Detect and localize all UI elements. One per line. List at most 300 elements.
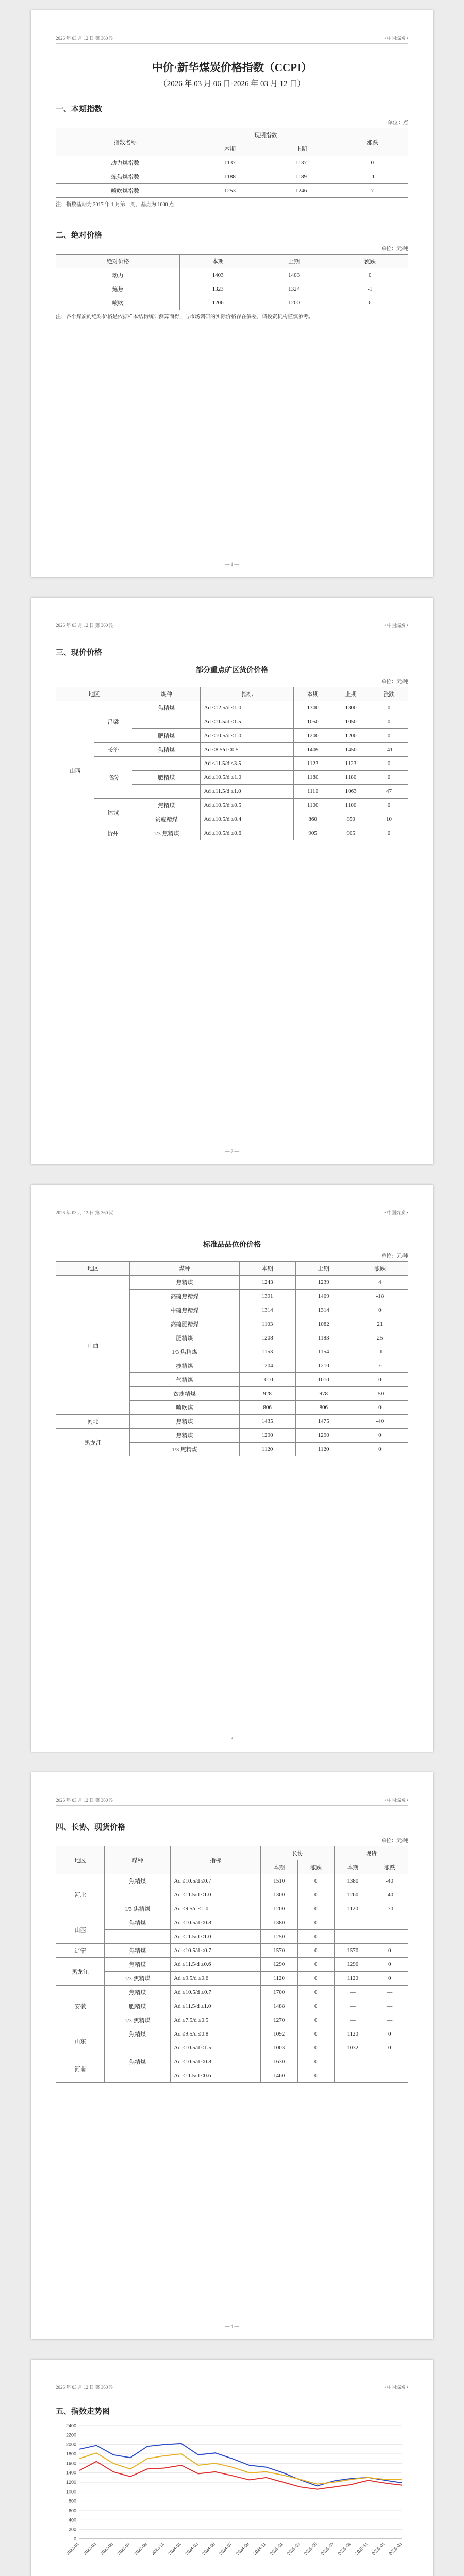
mine-price-table [56, 687, 408, 840]
coal-type-cell: 气精煤 [130, 1373, 239, 1387]
contract-change-cell: 0 [297, 1930, 334, 1944]
x-tick-label: 2023-01 [65, 2541, 80, 2556]
spot-change-cell: -70 [371, 1902, 408, 1916]
coal-type-cell [132, 757, 201, 771]
report-title: 中价·新华煤炭价格指数（CCPI） [152, 61, 312, 74]
spot-change-cell: — [371, 2013, 408, 2027]
previous-value-cell: 1189 [266, 170, 337, 184]
page-header [56, 2381, 408, 2393]
col-header: 指标 [201, 687, 294, 701]
change-cell: 25 [352, 1331, 408, 1345]
index-note: 注：指数基期为 2017 年 1 月第一周，基点为 1000 点 [56, 202, 174, 208]
region-cell: 山西 [56, 1276, 130, 1415]
spec-cell: Ad ≤9.5/d ≤1.0 [171, 1902, 261, 1916]
table-row [56, 170, 408, 184]
coal-type-cell: 焦精煤 [104, 1986, 170, 1999]
current-value-cell: 1208 [239, 1331, 295, 1345]
spec-cell: Ad ≤10.5/d ≤0.8 [171, 2055, 261, 2069]
unit-label: 单位：元/吨 [381, 1838, 408, 1844]
current-value-cell: 1200 [294, 729, 332, 743]
spot-price-cell: 1570 [334, 1944, 371, 1958]
coal-type-cell [104, 2069, 170, 2083]
coal-type-cell: 肥精煤 [104, 1999, 170, 2013]
previous-value-cell: 1123 [332, 757, 370, 771]
spot-change-cell: -40 [371, 1888, 408, 1902]
coal-type-cell: 1/3 焦精煤 [130, 1443, 239, 1456]
coal-type-cell: 中硫焦精煤 [130, 1303, 239, 1317]
col-header: 本期 [180, 255, 256, 268]
spec-cell: Ad ≤10.5/d ≤0.7 [171, 1986, 261, 1999]
table-row [56, 2055, 408, 2069]
coal-type-cell: 高硫焦精煤 [130, 1290, 239, 1303]
spot-change-cell: — [371, 2055, 408, 2069]
y-tick-label: 200 [68, 2527, 76, 2532]
table-row [56, 2027, 408, 2041]
table-row [56, 282, 408, 296]
spot-change-cell: 0 [371, 1972, 408, 1986]
previous-value-cell: 1137 [266, 156, 337, 170]
coal-type-cell: 1/3 焦精煤 [132, 826, 201, 840]
unit-label: 单位：元/吨 [381, 679, 408, 685]
current-value-cell: 1123 [294, 757, 332, 771]
change-cell: 0 [370, 771, 408, 785]
region-cell: 黑龙江 [56, 1958, 105, 1986]
contract-price-cell: 1200 [261, 1902, 297, 1916]
previous-value-cell: 806 [295, 1401, 352, 1415]
current-value-cell: 1314 [239, 1303, 295, 1317]
page-number: — 1 — [225, 562, 239, 567]
current-value-cell: 1403 [180, 268, 256, 282]
page-header [56, 619, 408, 631]
x-tick-label: 2023-09 [133, 2541, 148, 2556]
col-header: 煤种 [132, 687, 201, 701]
section-3-heading: 三、现价价格 [56, 649, 103, 657]
contract-price-cell: 1700 [261, 1986, 297, 1999]
spot-price-cell: — [334, 2013, 371, 2027]
y-tick-label: 2000 [65, 2442, 76, 2447]
current-value-cell: 1103 [239, 1317, 295, 1331]
previous-value-cell: 1180 [332, 771, 370, 785]
spec-cell: Ad ≤10.5/d ≤1.0 [201, 771, 294, 785]
table-row [56, 1930, 408, 1944]
table-row [56, 2041, 408, 2055]
spec-cell: Ad ≤11.5/d ≤1.0 [171, 1930, 261, 1944]
spec-cell: Ad ≤11.5/d ≤1.0 [201, 785, 294, 799]
table-row [56, 1902, 408, 1916]
col-header: 上期 [266, 142, 337, 156]
coal-type-cell: 肥精煤 [132, 771, 201, 785]
col-header: 上期 [295, 1262, 352, 1276]
previous-value-cell: 1300 [332, 701, 370, 715]
contract-price-cell: 1460 [261, 2069, 297, 2083]
section-4-heading: 四、长协、现货价格 [56, 1823, 126, 1832]
page-1 [31, 10, 433, 577]
coal-type-cell: 焦精煤 [104, 2055, 170, 2069]
current-value-cell: 1188 [194, 170, 266, 184]
table-row [56, 2013, 408, 2027]
contract-change-cell: 0 [297, 1972, 334, 1986]
header-brand: • 中国煤炭 • [384, 1798, 408, 1803]
coal-type-cell: 焦精煤 [104, 1874, 170, 1888]
absolute-price-table [56, 254, 408, 310]
spot-price-cell: — [334, 1986, 371, 1999]
x-tick-label: 2024-09 [235, 2541, 250, 2556]
table-row [56, 156, 408, 170]
spot-change-cell: -40 [371, 1874, 408, 1888]
previous-value-cell: 978 [295, 1387, 352, 1401]
y-tick-label: 1600 [65, 2461, 76, 2466]
page-number: — 2 — [225, 1149, 239, 1154]
x-tick-label: 2026-03 [388, 2541, 403, 2556]
contract-price-cell: 1630 [261, 2055, 297, 2069]
change-cell: 21 [352, 1317, 408, 1331]
spot-price-cell: 1120 [334, 1972, 371, 1986]
region-cell: 河北 [56, 1415, 130, 1429]
coal-type-cell: 1/3 焦精煤 [130, 1345, 239, 1359]
spec-cell: Ad ≤10.5/d ≤0.8 [171, 1916, 261, 1930]
table-row [56, 1888, 408, 1902]
col-header: 煤种 [104, 1846, 170, 1874]
x-tick-label: 2024-01 [167, 2541, 183, 2556]
y-tick-label: 400 [68, 2517, 76, 2523]
previous-value-cell: 1100 [332, 799, 370, 812]
col-header: 涨跌 [370, 687, 408, 701]
contract-price-cell: 1003 [261, 2041, 297, 2055]
header-brand: • 中国煤炭 • [384, 1210, 408, 1215]
spec-cell: Ad ≤10.5/d ≤0.6 [201, 826, 294, 840]
previous-value-cell: 1200 [332, 729, 370, 743]
index-name-cell: 喷吹煤指数 [56, 184, 194, 198]
spec-cell: Ad ≤12.5/d ≤1.0 [201, 701, 294, 715]
coal-type-cell: 焦精煤 [130, 1415, 239, 1429]
x-tick-label: 2024-05 [201, 2541, 216, 2556]
current-value-cell: 1100 [294, 799, 332, 812]
change-cell: -40 [352, 1415, 408, 1429]
contract-change-cell: 0 [297, 1902, 334, 1916]
col-header: 地区 [56, 687, 132, 701]
contract-change-cell: 0 [297, 2055, 334, 2069]
col-header: 上期 [332, 687, 370, 701]
spec-cell: Ad ≤10.5/d ≤0.7 [171, 1874, 261, 1888]
previous-value-cell: 1324 [256, 282, 332, 296]
col-header: 地区 [56, 1846, 105, 1874]
spot-price-cell: 1260 [334, 1888, 371, 1902]
col-header: 本期 [334, 1860, 371, 1874]
coal-type-cell: 焦精煤 [104, 1944, 170, 1958]
contract-price-cell: 1270 [261, 2013, 297, 2027]
coal-type-cell: 焦精煤 [132, 799, 201, 812]
spec-cell: Ad ≤8.5/d ≤0.5 [201, 743, 294, 757]
x-tick-label: 2025-09 [337, 2541, 352, 2556]
price-name-cell: 炼焦 [56, 282, 180, 296]
x-tick-label: 2023-05 [99, 2541, 114, 2556]
spec-cell: Ad ≤11.5/d ≤0.6 [171, 1958, 261, 1972]
coal-type-cell: 焦精煤 [130, 1429, 239, 1443]
previous-value-cell: 1246 [266, 184, 337, 198]
page-header [56, 1794, 408, 1806]
spec-cell: Ad ≤11.5/d ≤0.6 [171, 2069, 261, 2083]
coal-type-cell: 焦精煤 [104, 1958, 170, 1972]
y-tick-label: 2200 [65, 2432, 76, 2438]
contract-change-cell: 0 [297, 1944, 334, 1958]
change-cell: -41 [370, 743, 408, 757]
coal-type-cell: 贫瘦精煤 [130, 1387, 239, 1401]
current-value-cell: 1180 [294, 771, 332, 785]
x-tick-label: 2025-05 [303, 2541, 318, 2556]
unit-label: 单位：点 [388, 120, 408, 126]
change-cell: 0 [370, 715, 408, 729]
previous-value-cell: 1409 [295, 1290, 352, 1303]
header-date: 2026 年 03 月 12 日 第 360 期 [56, 623, 114, 628]
spot-change-cell: — [371, 1916, 408, 1930]
x-tick-label: 2025-03 [286, 2541, 301, 2556]
standard-price-table [56, 1261, 408, 1456]
change-cell: -1 [352, 1345, 408, 1359]
section-2-heading: 二、绝对价格 [56, 231, 103, 240]
y-tick-label: 600 [68, 2508, 76, 2513]
unit-label: 单位：元/吨 [381, 246, 408, 252]
contract-change-cell: 0 [297, 1888, 334, 1902]
section-5-heading: 五、指数走势图 [56, 2408, 110, 2416]
x-tick-label: 2024-11 [252, 2541, 267, 2556]
page-4 [31, 1772, 433, 2339]
previous-value-cell: 1290 [295, 1429, 352, 1443]
previous-value-cell: 1082 [295, 1317, 352, 1331]
table-row [56, 296, 408, 310]
table-row [56, 1958, 408, 1972]
section-1-heading: 一、本期指数 [56, 105, 103, 113]
spec-cell: Ad ≤7.5/d ≤0.5 [171, 2013, 261, 2027]
previous-value-cell: 1063 [332, 785, 370, 799]
coal-type-cell [104, 1888, 170, 1902]
current-value-cell: 1253 [194, 184, 266, 198]
coal-type-cell [104, 2041, 170, 2055]
col-header: 涨跌 [352, 1262, 408, 1276]
current-value-cell: 806 [239, 1401, 295, 1415]
col-header: 上期 [256, 255, 332, 268]
current-value-cell: 1323 [180, 282, 256, 296]
y-tick-label: 2400 [65, 2423, 76, 2428]
trend-chart-svg [56, 2420, 408, 2575]
contract-change-cell: 0 [297, 1916, 334, 1930]
spot-change-cell: 0 [371, 2041, 408, 2055]
previous-value-cell: 1154 [295, 1345, 352, 1359]
current-value-cell: 928 [239, 1387, 295, 1401]
region-cell: 辽宁 [56, 1944, 105, 1958]
page-header [56, 1207, 408, 1218]
header-date: 2026 年 03 月 12 日 第 360 期 [56, 1210, 114, 1215]
change-cell: 0 [370, 799, 408, 812]
current-value-cell: 1391 [239, 1290, 295, 1303]
current-value-cell: 860 [294, 812, 332, 826]
index-name-cell: 动力煤指数 [56, 156, 194, 170]
col-header: 地区 [56, 1262, 130, 1276]
x-tick-label: 2024-07 [218, 2541, 233, 2556]
mine-price-title: 部分重点矿区货价价格 [196, 667, 268, 674]
spot-price-cell: 1032 [334, 2041, 371, 2055]
previous-value-cell: 1200 [256, 296, 332, 310]
index-name-cell: 炼焦煤指数 [56, 170, 194, 184]
coal-type-cell: 焦精煤 [104, 2027, 170, 2041]
contract-price-cell: 1488 [261, 1999, 297, 2013]
table-row [56, 757, 408, 771]
table-row [56, 2069, 408, 2083]
change-cell: 0 [352, 1429, 408, 1443]
spot-change-cell: — [371, 2069, 408, 2083]
spot-price-cell: — [334, 2055, 371, 2069]
sub-region-cell: 运城 [94, 799, 132, 826]
sub-region-cell: 临汾 [94, 757, 132, 799]
col-header: 本期 [194, 142, 266, 156]
table-row [56, 743, 408, 757]
current-value-cell: 1137 [194, 156, 266, 170]
spot-price-cell: 1290 [334, 1958, 371, 1972]
spec-cell: Ad ≤10.5/d ≤0.4 [201, 812, 294, 826]
previous-value-cell: 1239 [295, 1276, 352, 1290]
table-row [56, 1916, 408, 1930]
header-brand: • 中国煤炭 • [384, 36, 408, 41]
contract-price-cell: 1092 [261, 2027, 297, 2041]
header-date: 2026 年 03 月 12 日 第 360 期 [56, 36, 114, 41]
previous-value-cell: 1314 [295, 1303, 352, 1317]
x-tick-label: 2024-03 [184, 2541, 200, 2556]
spot-change-cell: 0 [371, 1944, 408, 1958]
contract-price-cell: 1250 [261, 1930, 297, 1944]
col-header: 本期 [239, 1262, 295, 1276]
table-row [56, 1429, 408, 1443]
table-row [56, 1415, 408, 1429]
contract-price-cell: 1290 [261, 1958, 297, 1972]
contract-change-cell: 0 [297, 2027, 334, 2041]
y-tick-label: 800 [68, 2498, 76, 2504]
table-row [56, 1874, 408, 1888]
spec-cell: Ad ≤10.5/d ≤1.5 [171, 2041, 261, 2055]
page-5 [31, 2360, 433, 2576]
current-value-cell: 1206 [180, 296, 256, 310]
spec-cell: Ad ≤11.5/d ≤3.5 [201, 757, 294, 771]
region-cell: 山东 [56, 2027, 105, 2055]
table-row [56, 1999, 408, 2013]
price-name-cell: 喷吹 [56, 296, 180, 310]
contract-change-cell: 0 [297, 1999, 334, 2013]
coal-type-cell [104, 1930, 170, 1944]
report-subtitle: （2026 年 03 月 06 日-2026 年 03 月 12 日） [159, 80, 305, 88]
contract-change-cell: 0 [297, 2069, 334, 2083]
previous-value-cell: 850 [332, 812, 370, 826]
change-cell: -6 [352, 1359, 408, 1373]
change-cell: 0 [352, 1303, 408, 1317]
contract-price-cell: 1570 [261, 1944, 297, 1958]
spec-cell: Ad ≤9.5/d ≤0.6 [171, 1972, 261, 1986]
current-value-cell: 905 [294, 826, 332, 840]
region-cell: 河南 [56, 2055, 105, 2083]
change-cell: -50 [352, 1387, 408, 1401]
change-cell: -1 [337, 170, 408, 184]
table-row [56, 1972, 408, 1986]
region-cell: 河北 [56, 1874, 105, 1916]
page-2 [31, 598, 433, 1164]
header-date: 2026 年 03 月 12 日 第 360 期 [56, 1798, 114, 1803]
current-value-cell: 1120 [239, 1443, 295, 1456]
change-cell: 0 [352, 1373, 408, 1387]
y-tick-label: 1400 [65, 2470, 76, 2476]
col-header: 涨跌 [332, 255, 408, 268]
header-brand: • 中国煤炭 • [384, 2385, 408, 2390]
col-header: 长协 [261, 1846, 335, 1860]
change-cell: 0 [370, 729, 408, 743]
table-row [56, 701, 408, 715]
header-brand: • 中国煤炭 • [384, 623, 408, 628]
change-cell: -1 [332, 282, 408, 296]
table-row [56, 799, 408, 812]
spec-cell: Ad ≤10.5/d ≤1.0 [201, 729, 294, 743]
contract-change-cell: 0 [297, 2013, 334, 2027]
spot-price-cell: — [334, 2069, 371, 2083]
change-cell: 0 [332, 268, 408, 282]
col-header: 现货 [334, 1846, 408, 1860]
current-value-cell: 1243 [239, 1276, 295, 1290]
price-name-cell: 动力 [56, 268, 180, 282]
previous-value-cell: 1403 [256, 268, 332, 282]
page-header [56, 32, 408, 44]
previous-value-cell: 1120 [295, 1443, 352, 1456]
page-number: — 3 — [225, 1736, 239, 1741]
coal-type-cell: 贫瘦精煤 [132, 812, 201, 826]
col-header: 指标 [171, 1846, 261, 1874]
spot-change-cell: — [371, 1986, 408, 1999]
current-value-cell: 1290 [239, 1429, 295, 1443]
x-tick-label: 2025-07 [320, 2541, 335, 2556]
y-tick-label: 1200 [65, 2480, 76, 2485]
col-header: 本期 [261, 1860, 297, 1874]
x-tick-label: 2025-01 [269, 2541, 284, 2556]
x-tick-label: 2026-01 [371, 2541, 386, 2556]
table-row [56, 268, 408, 282]
coal-type-cell [132, 715, 201, 729]
coal-type-cell: 焦精煤 [130, 1276, 239, 1290]
change-cell: 0 [370, 701, 408, 715]
previous-value-cell: 1210 [295, 1359, 352, 1373]
spot-price-cell: 1120 [334, 2027, 371, 2041]
col-header: 指数名称 [56, 128, 194, 156]
table-row [56, 1944, 408, 1958]
current-value-cell: 1300 [294, 701, 332, 715]
previous-value-cell: 1010 [295, 1373, 352, 1387]
region-cell: 安徽 [56, 1986, 105, 2027]
region-cell: 山西 [56, 701, 94, 840]
sub-region-cell: 忻州 [94, 826, 132, 840]
coal-type-cell: 1/3 焦精煤 [104, 1972, 170, 1986]
coal-type-cell: 喷吹煤 [130, 1401, 239, 1415]
col-header: 煤种 [130, 1262, 239, 1276]
header-date: 2026 年 03 月 12 日 第 360 期 [56, 2385, 114, 2390]
previous-value-cell: 1450 [332, 743, 370, 757]
contract-spot-table [56, 1846, 408, 2083]
spot-change-cell: — [371, 1999, 408, 2013]
table-row [56, 826, 408, 840]
table-row [56, 1276, 408, 1290]
coal-type-cell: 肥精煤 [130, 1331, 239, 1345]
spec-cell: Ad ≤11.5/d ≤1.5 [201, 715, 294, 729]
coal-type-cell: 高硫肥精煤 [130, 1317, 239, 1331]
spot-change-cell: — [371, 1930, 408, 1944]
x-tick-label: 2023-07 [116, 2541, 131, 2556]
region-cell: 黑龙江 [56, 1429, 130, 1456]
change-cell: 0 [370, 757, 408, 771]
coal-type-cell: 1/3 焦精煤 [104, 2013, 170, 2027]
change-cell: 7 [337, 184, 408, 198]
col-header: 涨跌 [371, 1860, 408, 1874]
